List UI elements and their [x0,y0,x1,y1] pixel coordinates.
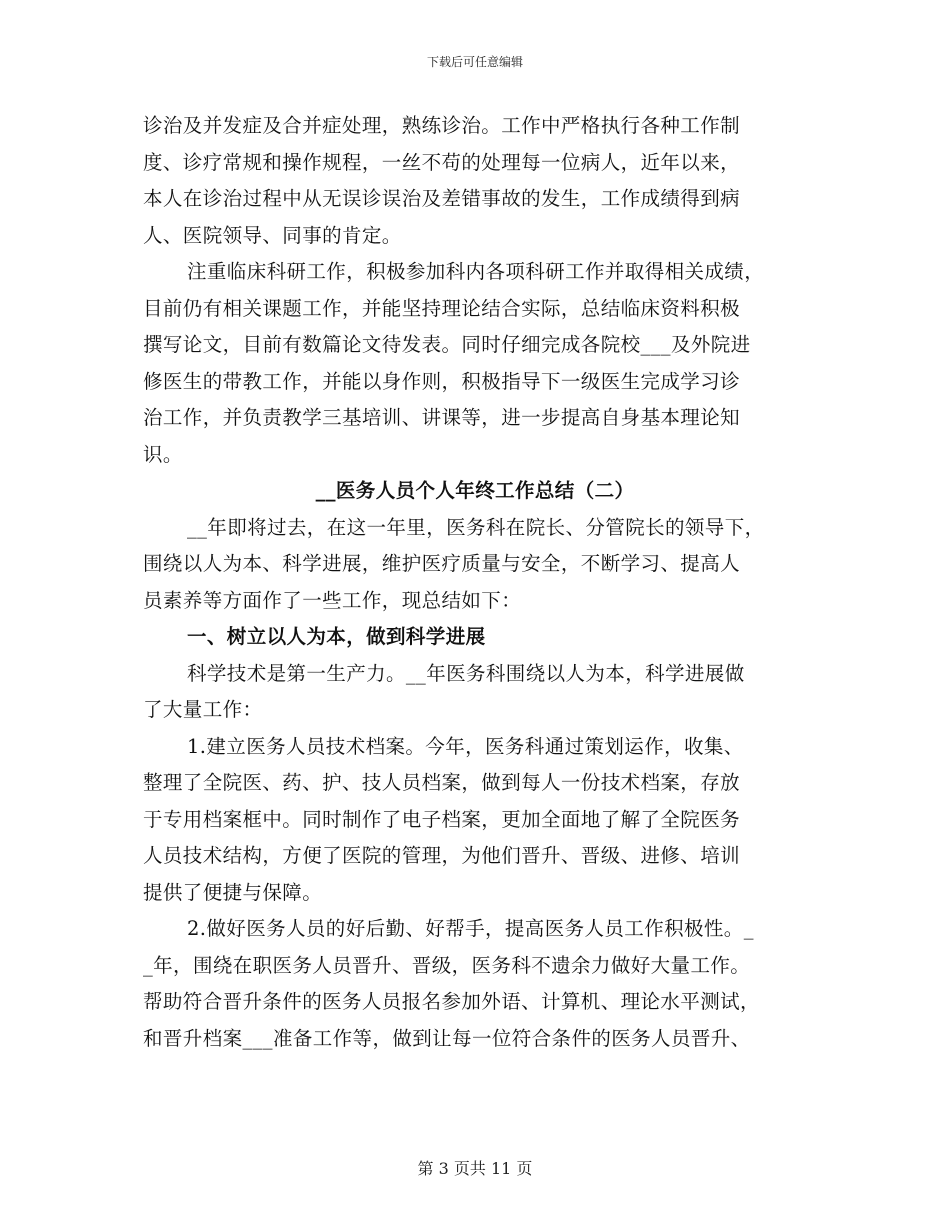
body-line-7: 撰写论文，目前有数篇论文待发表。同时仔细完成各院校___及外院进 [143,333,751,356]
body-line-2: 度、诊疗常规和操作规程，一丝不苟的处理每一位病人，近年以来， [143,150,741,174]
body-line-23: 2.做好医务人员的好后勤、好帮手，提高医务人员工作积极性。_ [187,917,754,940]
body-line-12: __年即将过去，在这一年里，医务科在院长、分管院长的领导下， [187,515,765,539]
body-line-20: 于专用档案框中。同时制作了电子档案，更加全面地了解了全院医务 [143,807,741,831]
body-line-25: 帮助符合晋升条件的医务人员报名参加外语、计算机、理论水平测试， [143,990,760,1013]
body-line-16: 科学技术是第一生产力。__年医务科围绕以人为本，科学进展做 [187,661,745,685]
body-line-17: 了大量工作： [143,698,263,721]
body-line-19: 整理了全院医、药、护、技人员档案，做到每人一份技术档案，存放 [143,771,741,794]
body-line-26: 和晋升档案___准备工作等，做到让每一位符合条件的医务人员晋升、 [143,1026,751,1050]
page-header: 下载后可任意编辑 [426,55,523,69]
body-line-4: 人、医院领导、同事的肯定。 [143,223,402,247]
section-title: __医务人员个人年终工作总结（二） [315,479,635,502]
document-body [143,108,807,1057]
body-line-1: 诊治及并发症及合并症处理，熟练诊治。工作中严格执行各种工作制 [143,114,741,137]
body-line-5: 注重临床科研工作，积极参加科内各项科研工作并取得相关成绩， [187,260,765,283]
body-line-3: 本人在诊治过程中从无误诊误治及差错事故的发生，工作成绩得到病 [143,187,741,210]
body-line-9: 治工作，并负责教学三基培训、讲课等，进一步提高自身基本理论知 [143,406,741,429]
body-line-8: 修医生的带教工作，并能以身作则，积极指导下一级医生完成学习诊 [143,369,741,393]
page-footer: 第 3 页共 11 页 [417,1159,533,1178]
body-line-10: 识。 [143,442,183,466]
body-line-22: 提供了便捷与保障。 [143,880,323,904]
body-line-14: 员素养等方面作了一些工作，现总结如下： [143,588,522,612]
body-line-24: _年，围绕在职医务人员晋升、晋级，医务科不遗余力做好大量工作。 [143,953,751,977]
body-line-6: 目前仍有相关课题工作，并能坚持理论结合实际，总结临床资料积极 [143,296,741,320]
subsection-heading: 一、树立以人为本，做到科学进展 [187,625,486,648]
body-line-18: 1.建立医务人员技术档案。今年，医务科通过策划运作，收集、 [187,734,744,758]
body-line-21: 人员技术结构，方便了医院的管理，为他们晋升、晋级、进修、培训 [143,844,741,867]
body-line-13: 围绕以人为本、科学进展，维护医疗质量与安全，不断学习、提高人 [143,552,741,575]
